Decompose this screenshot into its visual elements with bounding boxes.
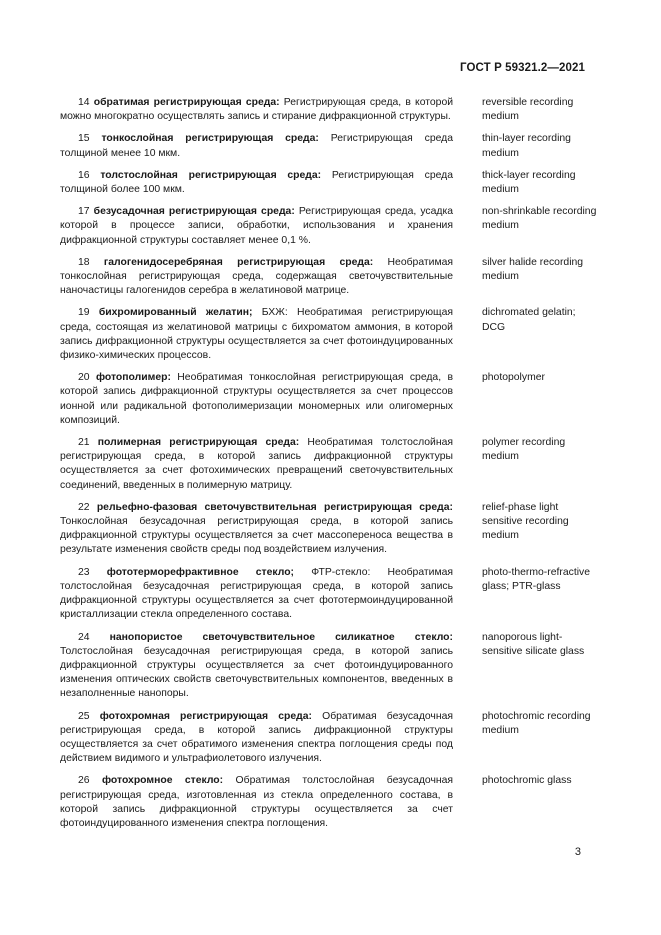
term-definition-text: БХЖ: Необратимая регистрирующая среда, состоящая из желатиновой матрицы с бихроматом аммония, в которой запись дифракционной структуры осуществляется за счет фотоиндуцированных физико-химических процессов.: [60, 307, 453, 362]
term-entry: [60, 96, 600, 124]
term-definition-text: Регистрирующая среда толщиной более 100 мкм.: [60, 169, 453, 196]
term-definition-text: Необратимая тонкослойная регистрирующая среда, в которой запись дифракционной структуры осуществляется за счет процессов ионной или радикальной фотополимеризации мономерных или олигомерных композиций.: [60, 372, 453, 426]
term-name: безусадочная регистрирующая среда:: [93, 206, 295, 218]
term-number: 15: [78, 133, 90, 145]
term-english-equivalent: photochromic glass: [482, 775, 572, 787]
term-entry: [60, 306, 600, 363]
term-entry: [60, 631, 600, 702]
term-english-equivalent: polymer recording medium: [482, 437, 566, 463]
term-number: 16: [78, 169, 90, 181]
term-english-equivalent: relief-phase light sensitive recording medium: [482, 501, 569, 542]
term-definition-ru: [60, 306, 453, 363]
term-name: галогенидосеребряная регистрирующая среда:: [103, 256, 374, 268]
term-english-equivalent: silver halide recording medium: [482, 256, 584, 283]
term-number: 17: [78, 206, 90, 218]
page-number: 3: [574, 846, 581, 858]
term-english-equivalent: photopolymer: [482, 372, 545, 384]
term-name: фотополимер:: [95, 372, 171, 384]
term-definition-text: Обратимая толстослойная безусадочная регистрирующая среда, изготовленная из стекла определенного состава, в которой запись дифракционной структуры осуществляется за счет фотоиндуцированного изменения спектра поглощения.: [60, 775, 454, 829]
term-english-equivalent: thick-layer recording medium: [482, 169, 576, 196]
term-entry: [60, 169, 600, 197]
term-definition-ru: [60, 436, 453, 493]
term-english-equivalent: nanoporous light-sensitive silicate glass: [482, 631, 585, 657]
term-name: фототерморефрактивное стекло;: [106, 566, 295, 578]
term-name: полимерная регистрирующая среда:: [97, 437, 300, 449]
term-name: фотохромная регистрирующая среда:: [99, 710, 312, 722]
term-entry: [60, 371, 600, 428]
term-definition-ru: [60, 256, 453, 299]
term-english-equivalent: dichromated gelatin; DCG: [482, 307, 576, 333]
term-english-equivalent: photo-thermo-refractive glass; PTR-glass: [482, 566, 590, 592]
term-name: бихромированный желатин;: [98, 307, 253, 319]
term-definition-ru: [60, 501, 453, 558]
term-definition-text: Необратимая тонкослойная регистрирующая среда, содержащая светочувствительные наночастицы галогенидов серебра в желатиновой матрице.: [60, 256, 454, 297]
term-name: рельефно-фазовая светочувствительная регистрирующая среда:: [96, 501, 453, 513]
term-definition-ru: [60, 566, 453, 623]
term-entry: [60, 436, 600, 493]
term-definition-ru: [60, 132, 453, 160]
term-number: 14: [78, 97, 90, 108]
term-definition-ru: [60, 710, 453, 767]
term-definition-text: Тонкослойная безусадочная регистрирующая среда, в которой запись дифракционной структуры осуществляется за счет массопереноса вещества в результате изменения свойств среды под воздействием излучения.: [60, 516, 453, 556]
term-definition-ru: [60, 169, 453, 197]
term-definition-text: Обратимая безусадочная регистрирующая среда, в которой запись дифракционной структуры осуществляется за счет обратимого изменения спектра поглощения среды под действием видимого и ультрафиолетового излучения.: [60, 710, 453, 765]
term-definition-text: Толстослойная безусадочная регистрирующая среда, в которой запись дифракционной структуры осуществляется за счет фотоиндуцированного изменения оптических свойств светочувствительных компонентов, введенных в незаполненные нанопоры.: [60, 645, 453, 700]
term-definition-text: Регистрирующая среда, в которой можно многократно осуществлять запись и стирание дифракционной структуры.: [60, 97, 454, 123]
term-definition-text: Необратимая толстослойная регистрирующая среда, в которой запись дифракционной структуры осуществляется за счет фотохимических превращений светочувствительных соединений, введенных в полимерную матрицу.: [60, 437, 453, 491]
term-english-equivalent: photochromic recording medium: [482, 710, 591, 736]
term-number: 25: [78, 710, 90, 722]
term-number: 18: [78, 256, 90, 268]
term-entry: [60, 132, 600, 160]
term-number: 23: [78, 566, 90, 578]
term-number: 21: [78, 437, 90, 449]
term-definition-text: ФТР-стекло: Необратимая толстослойная безусадочная регистрирующая среда, в которой запись дифракционной структуры осуществляется за счет фототермоиндуцированной кристаллизации стекла определенного состава.: [60, 566, 453, 621]
term-entry: [60, 710, 600, 767]
term-name: толстослойная регистрирующая среда:: [100, 169, 322, 181]
term-entry: [60, 774, 600, 831]
term-definition-ru: [60, 371, 453, 428]
term-definition-ru: [60, 774, 453, 831]
term-name: тонкослойная регистрирующая среда:: [101, 133, 319, 145]
standard-designation: ГОСТ Р 59321.2—2021: [460, 62, 585, 74]
term-definition-text: Регистрирующая среда толщиной менее 10 мкм.: [60, 133, 454, 159]
term-number: 26: [78, 775, 90, 787]
term-name: нанопористое светочувствительное силикатное стекло:: [109, 631, 453, 643]
term-name: обратимая регистрирующая среда:: [93, 97, 280, 108]
term-english-equivalent: thin-layer recording medium: [482, 133, 571, 159]
term-name: фотохромное стекло:: [101, 775, 224, 787]
term-english-equivalent: reversible recording medium: [482, 97, 574, 123]
term-english-equivalent: non-shrinkable recording medium: [482, 206, 597, 232]
term-number: 22: [78, 501, 90, 513]
term-definition-ru: [60, 631, 453, 702]
term-entry: [60, 205, 600, 248]
document-header: [460, 62, 585, 74]
term-definition-ru: [60, 205, 453, 248]
term-definition-ru: [60, 96, 453, 124]
term-entry: [60, 256, 600, 299]
term-entry: [60, 501, 600, 558]
term-number: 24: [78, 631, 90, 643]
term-definition-text: Регистрирующая среда, усадка которой в процессе записи, обработки, использования и хранения дифракционной структуры составляет менее 0,1 %.: [60, 206, 454, 246]
terms-list: [60, 96, 600, 839]
term-number: 19: [78, 307, 90, 319]
term-number: 20: [78, 372, 90, 384]
term-entry: [60, 566, 600, 623]
